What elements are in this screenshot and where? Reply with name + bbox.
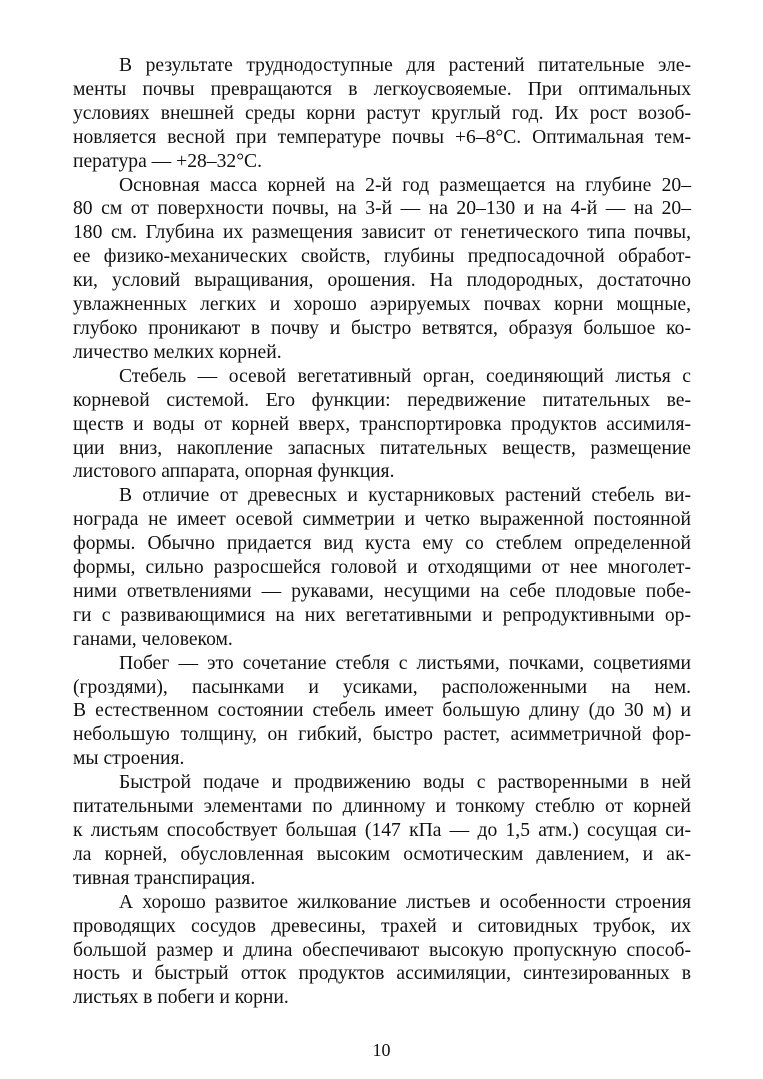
- text-line: небольшую толщину, он гибкий, быстро растет, асимметричной фор-: [73, 724, 691, 746]
- text-line: листового аппарата, опорная функция.: [73, 461, 395, 483]
- text-line: А хорошо развитое жилкование листьев и особенности строения: [119, 891, 691, 913]
- text-line: Основная масса корней на 2-й год размещается на глубине 20–: [119, 174, 691, 196]
- text-line: ки, условий выращивания, орошения. На плодородных, достаточно: [73, 270, 691, 292]
- text-line: ги с развивающимися на них вегетативными и репродуктивными ор-: [73, 604, 691, 626]
- text-line: Побег — это сочетание стебля с листьями, почками, соцветиями: [119, 652, 691, 674]
- text-line: корневой системой. Его функции: передвижение питательных ве-: [73, 389, 691, 411]
- text-line: ность и быстрый отток продуктов ассимиляции, синтезированных в: [73, 963, 691, 985]
- text-line: личество мелких корней.: [73, 341, 282, 363]
- text-line: 180 см. Глубина их размещения зависит от генетического типа почвы,: [73, 222, 691, 244]
- text-line: 80 см от поверхности почвы, на 3-й — на 20–130 и на 4-й — на 20–: [73, 198, 691, 220]
- page-body: [73, 54, 691, 1010]
- text-line: питательными элементами по длинному и тонкому стеблю от корней: [73, 796, 691, 818]
- text-line: менты почвы превращаются в легкоусвояемые. При оптимальных: [73, 78, 691, 100]
- text-line: В отличие от древесных и кустарниковых растений стебель ви-: [119, 485, 691, 507]
- paragraph-7: [73, 891, 691, 1011]
- text-line: (гроздями), пасынками и усиками, расположенными на нем.: [73, 676, 691, 698]
- text-line: нограда не имеет осевой симметрии и четко выраженной постоянной: [73, 509, 691, 531]
- text-line: ществ и воды от корней вверх, транспортировка продуктов ассимиля-: [73, 413, 691, 435]
- text-line: условиях внешней среды корни растут круглый год. Их рост возоб-: [73, 102, 691, 124]
- paragraph-6: [73, 771, 691, 891]
- text-line: к листьям способствует большая (147 кПа — до 1,5 атм.) сосущая си-: [73, 820, 691, 841]
- text-line: Быстрой подаче и продвижению воды с растворенными в ней: [119, 772, 691, 794]
- paragraph-4: [73, 484, 691, 651]
- paragraph-1: [73, 54, 691, 174]
- text-line: ганами, человеком.: [73, 628, 233, 650]
- text-line: ее физико-механических свойств, глубины предпосадочной обработ-: [73, 246, 691, 268]
- text-line: ции вниз, накопление запасных питательных веществ, размещение: [73, 437, 691, 459]
- text-line: новляется весной при температуре почвы +6–8°С. Оптимальная тем-: [73, 126, 691, 148]
- text-line: тивная транспирация.: [73, 867, 256, 889]
- text-line: мы строения.: [73, 748, 185, 770]
- text-line: большой размер и длина обеспечивают высокую пропускную способ-: [73, 939, 691, 961]
- paragraph-3: [73, 365, 691, 485]
- text-line: листьях в побеги и корни.: [73, 987, 289, 1009]
- text-line: ними ответвлениями — рукавами, несущими на себе плодовые побе-: [73, 580, 691, 602]
- text-line: ла корней, обусловленная высоким осмотическим давлением, и ак-: [73, 843, 691, 865]
- text-line: проводящих сосудов древесины, трахей и ситовидных трубок, их: [73, 915, 691, 937]
- text-line: В естественном состоянии стебель имеет большую длину (до 30 м) и: [73, 700, 691, 722]
- text-line: увлажненных легких и хорошо аэрируемых почвах корни мощные,: [73, 294, 691, 316]
- text-line: Стебель — осевой вегетативный орган, соединяющий листья с: [119, 365, 691, 387]
- page-number: 10: [372, 1040, 391, 1060]
- text-line: формы, сильно разросшейся головой и отходящими от нее многолет-: [73, 557, 691, 579]
- paragraph-5: [73, 652, 691, 772]
- text-line: формы. Обычно придается вид куста ему со стеблем определенной: [73, 533, 691, 555]
- paragraph-2: [73, 174, 691, 365]
- text-line: глубоко проникают в почву и быстро ветвятся, образуя большое ко-: [73, 317, 691, 339]
- text-line: В результате труднодоступные для растений питательные эле-: [119, 55, 691, 76]
- text-line: пература — +28–32°С.: [73, 150, 262, 172]
